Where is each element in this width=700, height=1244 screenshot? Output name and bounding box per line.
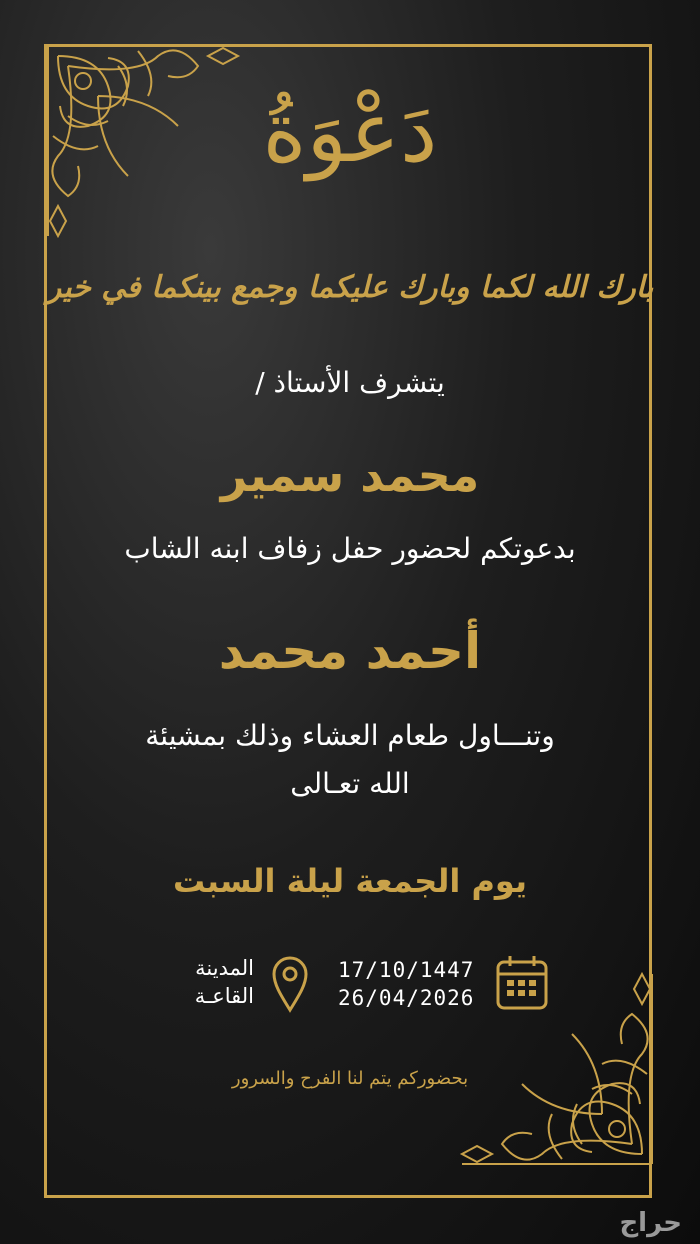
venue: القاعـة	[194, 984, 254, 1008]
location-block	[150, 954, 254, 1010]
city: المدينة	[195, 956, 254, 980]
dinner-line-2: الله تعـالى	[290, 767, 410, 800]
watermark-logo: حراج	[619, 1208, 682, 1238]
host-name: محمد سمير	[220, 448, 480, 502]
honored-line: يتشرف الأستاذ /	[255, 366, 445, 399]
date-hijri: 17/10/1447	[338, 958, 475, 982]
closing-message: بحضوركم يتم لنا الفرح والسرور	[231, 1068, 469, 1089]
date-gregorian: 26/04/2026	[338, 986, 475, 1010]
day-line: يوم الجمعة ليلة السبت	[173, 862, 527, 900]
location-pin-icon	[270, 952, 310, 1014]
dinner-line-1: وتنـــاول طعام العشاء وذلك بمشيئة	[145, 719, 555, 752]
dinner-text	[0, 712, 700, 808]
invitation-title: دَعْوَةُ	[262, 83, 438, 181]
groom-name: أحمد محمد	[218, 622, 482, 680]
date-block	[338, 956, 474, 1012]
invite-line: بدعوتكم لحضور حفل زفاف ابنه الشاب	[124, 532, 576, 565]
blessing-calligraphy: بارك الله لكما وبارك عليكما وجمع بينكما في خير	[46, 270, 654, 305]
calendar-icon	[494, 952, 550, 1012]
